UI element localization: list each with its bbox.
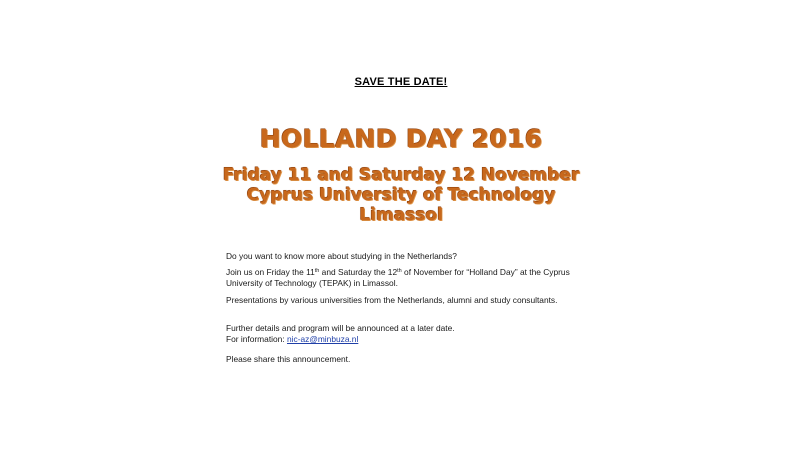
event-city: Limassol	[359, 205, 443, 225]
event-venue: Cyprus University of Technology	[246, 185, 556, 205]
contact-line	[226, 334, 576, 345]
save-the-date-heading: SAVE THE DATE!	[354, 76, 448, 88]
announcement-document	[222, 0, 580, 465]
event-dates: Friday 11 and Saturday 12 November	[222, 165, 580, 185]
invitation-text-3: of November for “Holland Day” at the Cyprus University of Technology (TEPAK) in Limassol.	[226, 267, 570, 288]
presentations-paragraph: Presentations by various universities from the Netherlands, alumni and study consultants.	[226, 295, 558, 305]
question-paragraph: Do you want to know more about studying in the Netherlands?	[226, 251, 457, 261]
share-paragraph: Please share this announcement.	[226, 354, 351, 364]
event-title: HOLLAND DAY 2016	[259, 124, 543, 153]
contact-email-link[interactable]: nic-az@minbuza.nl	[286, 334, 359, 344]
invitation-paragraph	[226, 267, 576, 289]
details-paragraph: Further details and program will be announced at a later date.	[226, 323, 455, 333]
ordinal-suffix-2: th	[397, 268, 402, 274]
invitation-text-2: and Saturday the 12	[319, 267, 398, 277]
contact-label: For information:	[226, 334, 287, 344]
ordinal-suffix-1: th	[314, 268, 320, 274]
invitation-text-1: Join us on Friday the 11	[226, 267, 315, 277]
